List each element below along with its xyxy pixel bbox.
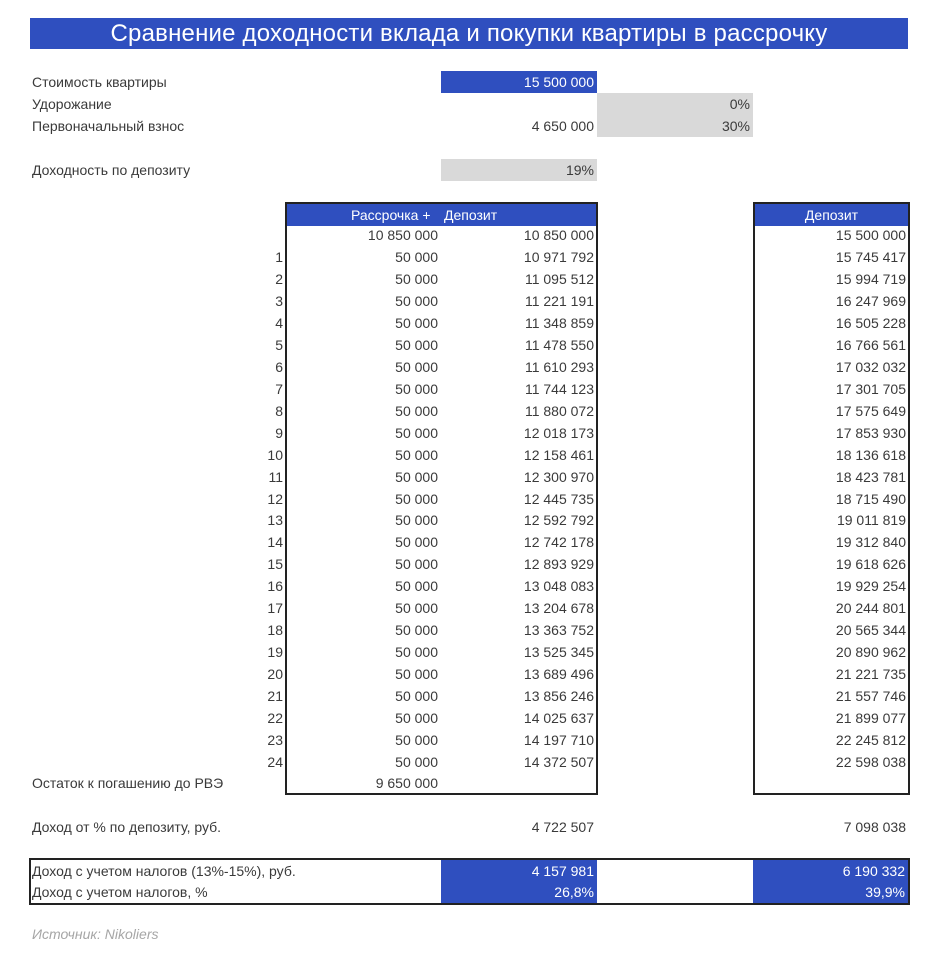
deposit-balance: 15 745 417 [835, 249, 906, 265]
after-tax-rub-label: Доход с учетом налогов (13%-15%), руб. [32, 863, 296, 879]
month-number: 20 [267, 666, 283, 682]
installment-payment: 50 000 [395, 359, 438, 375]
month-number: 24 [267, 754, 283, 770]
installment-payment: 50 000 [395, 491, 438, 507]
installment-deposit-balance: 11 095 512 [524, 271, 594, 287]
installment-payment: 50 000 [395, 600, 438, 616]
installment-deposit-balance: 13 204 678 [523, 600, 594, 616]
deposit-initial: 10 850 000 [523, 227, 594, 243]
month-number: 14 [267, 534, 283, 550]
installment-deposit-balance: 13 689 496 [523, 666, 594, 682]
month-number: 17 [267, 600, 283, 616]
installment-payment: 50 000 [395, 469, 438, 485]
installment-deposit-balance: 12 445 735 [523, 491, 594, 507]
installment-deposit-balance: 12 158 461 [523, 447, 594, 463]
installment-payment: 50 000 [395, 512, 438, 528]
installment-deposit-balance: 11 348 859 [524, 315, 594, 331]
installment-table-header [287, 204, 596, 226]
installment-deposit-balance: 14 025 637 [523, 710, 594, 726]
deposit-only-initial: 15 500 000 [835, 227, 906, 243]
installment-payment: 50 000 [395, 315, 438, 331]
month-number: 4 [275, 315, 283, 331]
after-tax-rub-installment: 4 157 981 [441, 860, 597, 882]
installment-deposit-balance: 11 478 550 [524, 337, 594, 353]
deposit-balance: 19 929 254 [835, 578, 906, 594]
down-payment-label: Первоначальный взнос [32, 118, 185, 134]
installment-payment: 50 000 [395, 293, 438, 309]
month-number: 7 [275, 381, 283, 397]
month-number: 9 [275, 425, 283, 441]
after-tax-pct-deposit: 39,9% [753, 881, 908, 903]
deposit-balance: 16 247 969 [835, 293, 906, 309]
month-number: 1 [275, 249, 283, 265]
installment-payment: 50 000 [395, 403, 438, 419]
price-label: Стоимость квартиры [32, 74, 167, 90]
installment-deposit-balance: 12 893 929 [523, 556, 594, 572]
month-number: 16 [267, 578, 283, 594]
installment-payment: 50 000 [395, 271, 438, 287]
deposit-balance: 21 557 746 [835, 688, 906, 704]
month-number: 22 [267, 710, 283, 726]
month-number: 15 [267, 556, 283, 572]
deposit-balance: 20 244 801 [835, 600, 906, 616]
installment-payment: 50 000 [395, 688, 438, 704]
deposit-balance: 18 423 781 [835, 469, 906, 485]
deposit-yield-label: Доходность по депозиту [32, 162, 191, 178]
installment-deposit-balance: 13 525 345 [523, 644, 594, 660]
deposit-yield-value[interactable]: 19% [441, 159, 597, 181]
interest-label: Доход от % по депозиту, руб. [32, 819, 222, 835]
installment-payment: 50 000 [395, 381, 438, 397]
down-payment-pct[interactable]: 30% [597, 115, 753, 137]
remainder-value: 9 650 000 [375, 775, 438, 791]
deposit-balance: 20 890 962 [835, 644, 906, 660]
interest-deposit: 7 098 038 [843, 819, 906, 835]
appreciation-value[interactable]: 0% [597, 93, 753, 115]
deposit-balance: 16 505 228 [835, 315, 906, 331]
header-installment: Рассрочка + [351, 207, 431, 223]
deposit-balance: 19 011 819 [836, 512, 906, 528]
deposit-balance: 21 221 735 [835, 666, 906, 682]
installment-payment: 50 000 [395, 754, 438, 770]
deposit-balance: 17 853 930 [835, 425, 906, 441]
installment-payment: 50 000 [395, 534, 438, 550]
deposit-balance: 22 245 812 [835, 732, 906, 748]
deposit-balance: 18 136 618 [835, 447, 906, 463]
interest-installment: 4 722 507 [531, 819, 594, 835]
installment-payment: 50 000 [395, 425, 438, 441]
installment-deposit-balance: 11 610 293 [524, 359, 594, 375]
month-number: 13 [267, 512, 283, 528]
installment-payment: 50 000 [395, 578, 438, 594]
deposit-balance: 17 575 649 [835, 403, 906, 419]
deposit-balance: 17 032 032 [835, 359, 906, 375]
deposit-balance: 19 312 840 [835, 534, 906, 550]
month-number: 12 [267, 491, 283, 507]
installment-deposit-balance: 12 592 792 [523, 512, 594, 528]
installment-payment: 50 000 [395, 710, 438, 726]
month-number: 6 [275, 359, 283, 375]
month-number: 11 [268, 469, 283, 485]
deposit-balance: 22 598 038 [835, 754, 906, 770]
deposit-balance: 16 766 561 [835, 337, 906, 353]
deposit-table-header: Депозит [755, 204, 908, 226]
installment-deposit-balance: 10 971 792 [523, 249, 594, 265]
month-number: 23 [267, 732, 283, 748]
remainder-label: Остаток к погашению до РВЭ [32, 775, 224, 791]
installment-payment: 50 000 [395, 666, 438, 682]
appreciation-label: Удорожание [32, 96, 112, 112]
deposit-balance: 21 899 077 [835, 710, 906, 726]
deposit-balance: 19 618 626 [835, 556, 906, 572]
source-note: Источник: Nikoliers [32, 926, 159, 942]
deposit-balance: 17 301 705 [835, 381, 906, 397]
month-number: 2 [275, 271, 283, 287]
installment-deposit-balance: 12 300 970 [523, 469, 594, 485]
month-number: 10 [267, 447, 283, 463]
month-number: 18 [267, 622, 283, 638]
installment-deposit-balance: 14 372 507 [523, 754, 594, 770]
installment-deposit-balance: 12 742 178 [523, 534, 594, 550]
deposit-balance: 15 994 719 [835, 271, 906, 287]
installment-payment: 50 000 [395, 249, 438, 265]
down-payment-value: 4 650 000 [531, 118, 594, 134]
month-number: 8 [275, 403, 283, 419]
installment-deposit-balance: 13 363 752 [523, 622, 594, 638]
month-number: 19 [267, 644, 283, 660]
after-tax-pct-label: Доход с учетом налогов, % [32, 884, 208, 900]
page-title: Сравнение доходности вклада и покупки квартиры в рассрочку [30, 18, 908, 49]
installment-payment: 50 000 [395, 622, 438, 638]
installment-deposit-balance: 11 880 072 [524, 403, 594, 419]
installment-deposit-balance: 11 744 123 [524, 381, 594, 397]
installment-payment: 50 000 [395, 556, 438, 572]
month-number: 21 [267, 688, 283, 704]
installment-payment: 50 000 [395, 337, 438, 353]
installment-deposit-balance: 14 197 710 [523, 732, 594, 748]
installment-deposit-balance: 12 018 173 [523, 425, 594, 441]
month-number: 3 [275, 293, 283, 309]
after-tax-rub-deposit: 6 190 332 [753, 860, 908, 882]
installment-payment: 50 000 [395, 447, 438, 463]
price-value[interactable]: 15 500 000 [441, 71, 597, 93]
installment-payment: 50 000 [395, 732, 438, 748]
month-number: 5 [275, 337, 283, 353]
installment-deposit-balance: 11 221 191 [524, 293, 594, 309]
deposit-balance: 20 565 344 [835, 622, 906, 638]
installment-deposit-balance: 13 048 083 [523, 578, 594, 594]
header-deposit: Депозит [444, 207, 498, 223]
installment-deposit-balance: 13 856 246 [523, 688, 594, 704]
deposit-balance: 18 715 490 [835, 491, 906, 507]
installment-initial: 10 850 000 [367, 227, 438, 243]
installment-payment: 50 000 [395, 644, 438, 660]
after-tax-pct-installment: 26,8% [441, 881, 597, 903]
